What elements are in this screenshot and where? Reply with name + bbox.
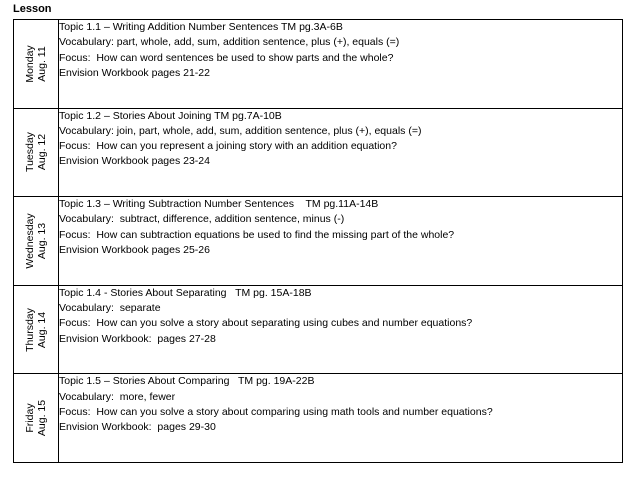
table-row	[14, 374, 623, 463]
table-row	[14, 20, 623, 109]
focus-line: Focus: How can you solve a story about comparing using math tools and number equations?	[59, 405, 493, 418]
topic-line: Topic 1.2 – Stories About Joining TM pg.7A-10B	[59, 109, 282, 122]
focus-line: Focus: How can you solve a story about separating using cubes and number equations?	[59, 317, 473, 330]
lesson-content	[59, 285, 623, 374]
day-cell	[14, 285, 59, 374]
day-cell	[14, 374, 59, 463]
day-date: Aug. 13	[36, 222, 48, 260]
vocabulary-line: Vocabulary: part, whole, add, sum, addition sentence, plus (+), equals (=)	[59, 36, 400, 49]
topic-line: Topic 1.1 – Writing Addition Number Sentences TM pg.3A-6B	[59, 21, 343, 33]
topic-line: Topic 1.4 - Stories About Separating TM pg. 15A-18B	[59, 286, 312, 299]
day-name: Friday	[24, 403, 36, 433]
topic-line: Topic 1.5 – Stories About Comparing TM pg. 19A-22B	[59, 375, 315, 388]
table-row	[14, 108, 623, 197]
lesson-plan-table	[13, 19, 623, 463]
workbook-line: Envision Workbook pages 23-24	[59, 155, 210, 168]
day-cell	[14, 108, 59, 197]
focus-line: Focus: How can word sentences be used to show parts and the whole?	[59, 51, 394, 64]
topic-line: Topic 1.3 – Writing Subtraction Number Sentences TM pg.11A-14B	[59, 198, 379, 211]
day-date: Aug. 12	[36, 134, 48, 171]
day-date: Aug. 11	[36, 46, 48, 82]
day-cell	[14, 20, 59, 109]
day-date: Aug. 15	[36, 400, 48, 437]
lesson-content	[59, 20, 623, 109]
vocabulary-line: Vocabulary: more, fewer	[59, 390, 176, 403]
vocabulary-line: Vocabulary: join, part, whole, add, sum, addition sentence, plus (+), equals (=)	[59, 124, 422, 137]
day-name: Tuesday	[24, 132, 36, 173]
workbook-line: Envision Workbook: pages 27-28	[59, 332, 216, 345]
lesson-content	[59, 374, 623, 463]
workbook-line: Envision Workbook: pages 29-30	[59, 421, 216, 434]
focus-line: Focus: How can you represent a joining story with an addition equation?	[59, 140, 397, 153]
day-name: Wednesday	[24, 213, 36, 269]
day-name: Monday	[24, 45, 36, 83]
day-cell	[14, 197, 59, 286]
vocabulary-line: Vocabulary: subtract, difference, addition sentence, minus (-)	[59, 213, 345, 226]
focus-line: Focus: How can subtraction equations be used to find the missing part of the whole?	[59, 228, 455, 241]
table-row	[14, 285, 623, 374]
day-date: Aug. 14	[36, 311, 48, 348]
table-row	[14, 197, 623, 286]
day-name: Thursday	[24, 307, 36, 352]
lesson-heading: Lesson	[13, 3, 52, 15]
lesson-content	[59, 197, 623, 286]
vocabulary-line: Vocabulary: separate	[59, 302, 161, 315]
workbook-line: Envision Workbook pages 25-26	[59, 244, 210, 257]
lesson-content	[59, 108, 623, 197]
workbook-line: Envision Workbook pages 21-22	[59, 66, 210, 79]
